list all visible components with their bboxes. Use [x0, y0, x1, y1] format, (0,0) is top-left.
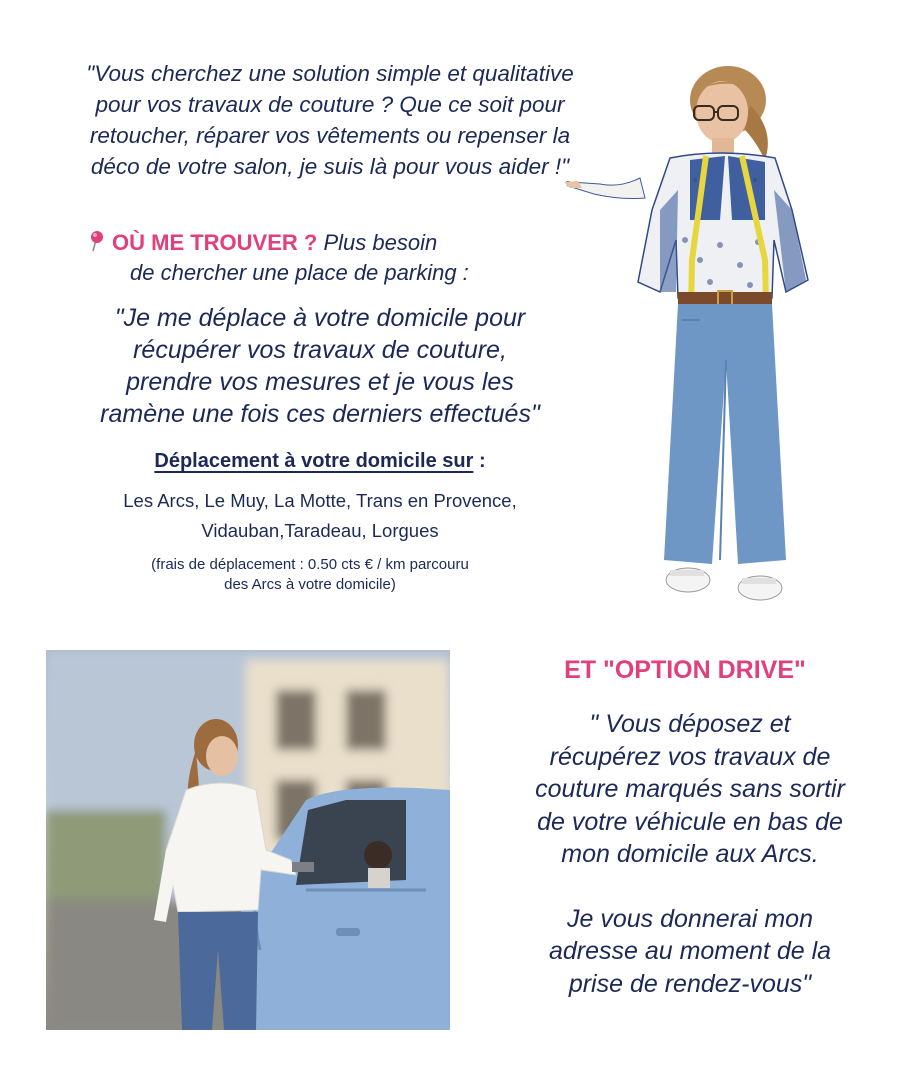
drive-line: prise de rendez-vous": [568, 969, 812, 998]
travel-fees: [60, 555, 560, 595]
drive-line: " Vous déposez et: [589, 710, 791, 738]
home-visit-line: "Je me déplace à votre domicile pour: [114, 304, 526, 332]
travel-heading: [0, 446, 640, 476]
find-tail: Plus besoin: [323, 230, 438, 255]
find-heading: [60, 228, 580, 258]
fees-line: des Arcs à votre domicile): [224, 576, 396, 593]
intro-line: pour vos travaux de couture ? Que ce soit pour: [95, 92, 565, 117]
home-visit-line: prendre vos mesures et je vous les: [126, 368, 514, 396]
towns-list: [60, 486, 580, 546]
towns-line: Vidauban,Taradeau, Lorgues: [201, 520, 439, 541]
find-title: OÙ ME TROUVER ?: [112, 230, 318, 255]
intro-line: déco de votre salon, je suis là pour vous aider !": [90, 154, 570, 179]
intro-quote: [20, 58, 640, 182]
find-block: [60, 228, 580, 288]
towns-line: Les Arcs, Le Muy, La Motte, Trans en Provence,: [123, 490, 517, 511]
drive-photo: [46, 650, 450, 1030]
travel-heading-text: Déplacement à votre domicile sur: [154, 450, 474, 472]
drive-title: ET "OPTION DRIVE": [564, 656, 806, 684]
home-visit-line: récupérer vos travaux de couture,: [133, 336, 507, 364]
fees-line: (frais de déplacement : 0.50 cts € / km parcouru: [151, 556, 469, 573]
map-pin-icon: [88, 230, 104, 252]
paragraph-gap: [480, 871, 900, 903]
home-visit-quote: [40, 302, 600, 430]
home-visit-line: ramène une fois ces derniers effectués": [100, 400, 540, 428]
drive-line: mon domicile aux Arcs.: [561, 840, 819, 868]
intro-line: retoucher, réparer vos vêtements ou repenser la: [89, 123, 571, 148]
drive-line: Je vous donnerai mon: [567, 904, 813, 933]
find-sub: de chercher une place de parking :: [130, 260, 469, 285]
seamstress-photo: [560, 60, 860, 630]
drive-line: adresse au moment de la: [548, 937, 832, 965]
drive-line: de votre véhicule en bas de: [537, 807, 843, 836]
drive-description: [480, 708, 900, 1000]
travel-heading-colon: :: [473, 450, 486, 472]
intro-line: "Vous cherchez une solution simple et qualitative: [86, 61, 574, 86]
drive-line: couture marqués sans sortir: [535, 775, 845, 803]
drive-line: récupérez vos travaux de: [549, 742, 831, 771]
